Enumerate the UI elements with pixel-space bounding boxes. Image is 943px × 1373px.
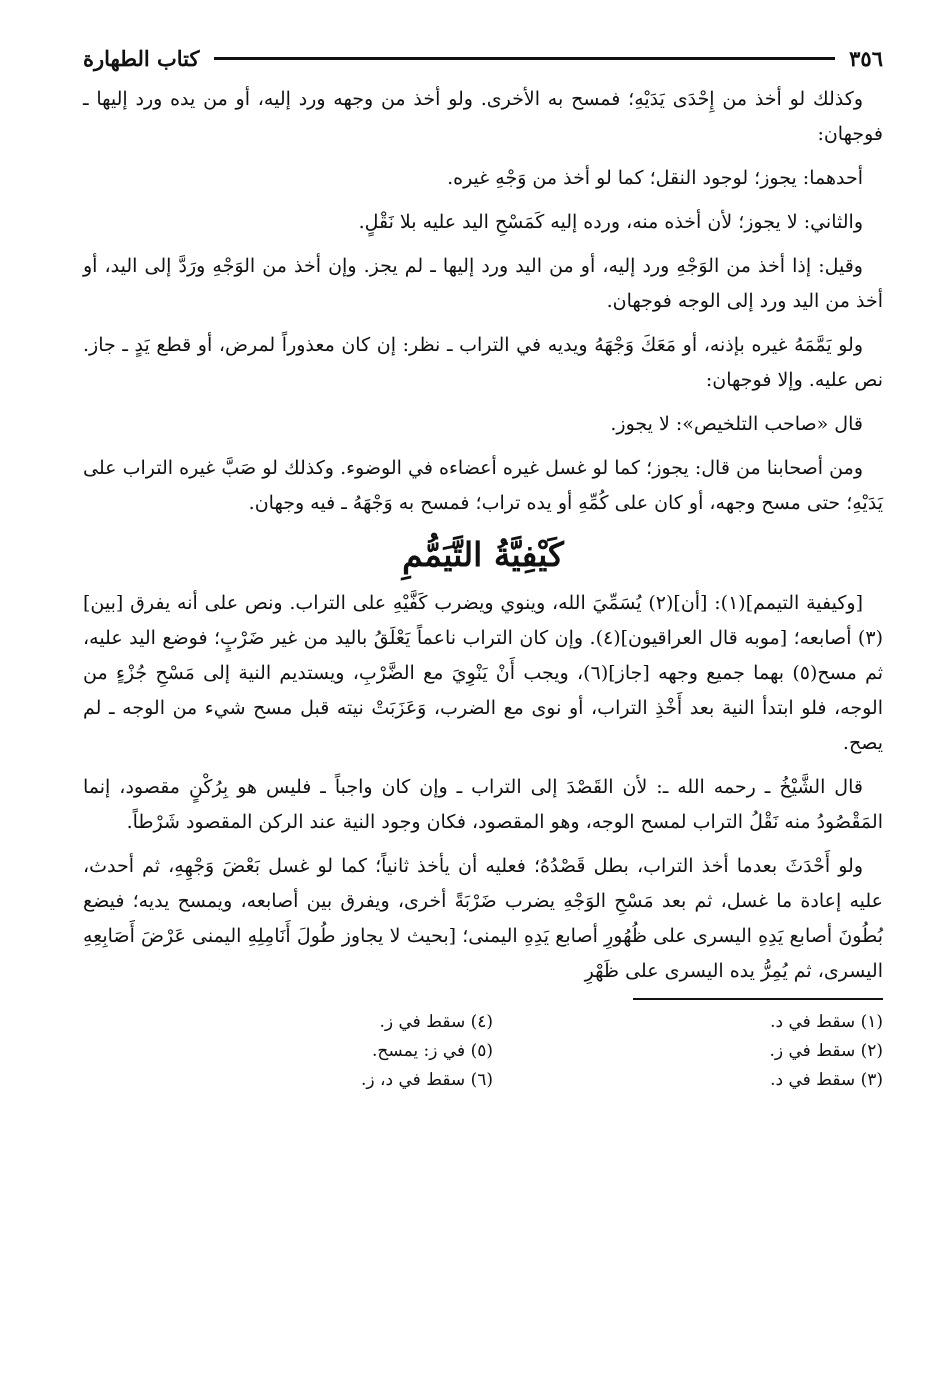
footnote: (٤) سقط في ز. (379, 1012, 493, 1032)
book-page (83, 40, 883, 1095)
footnote: (٢) سقط في ز. (769, 1041, 883, 1061)
paragraph: ولو أَحْدَثَ بعدما أخذ التراب، بطل قَصْدُهُ؛ فعليه أن يأخذ ثانياً؛ كما لو غسل بَعْضَ وَجْهِهِ، ثم أحدث، عليه إعادة ما غسل، ثم بعد مَسْحِ الوَجْهِ يضرب ضَرْبَةً أخرى، ويفرق بين أصابعه، ويمسح يديه؛ فيضع بُطُونَ أصابع يَدِهِ اليسرى على ظُهُورِ أصابع يَدِهِ اليمنى؛ [بحيث لا يجاوز طُولَ أَنَامِلِهِ اليمنى عَرْضَ أَصَابِعِهِ اليسرى، ثم يُمِرُّ يده اليسرى على ظَهْرِ (83, 855, 883, 982)
paragraph: قال الشَّيْخُ ـ رحمه الله ـ: لأن القَصْدَ إلى التراب ـ وإن كان واجباً ـ فليس هو بِرُكْنٍ مقصود، إنما المَقْصُودُ منه نَقْلُ التراب لمسح الوجه، وهو المقصود، فكان وجود النية عند الركن المقصود شَرْطاً. (83, 776, 883, 833)
footnote: (٣) سقط في د. (770, 1070, 883, 1090)
paragraph: أحدهما: يجوز؛ لوجود النقل؛ كما لو أخذ من وَجْهِ غيره. (447, 167, 863, 189)
paragraph: وقيل: إذا أخذ من الوَجْهِ ورد إليه، أو من اليد ورد إليها ـ لم يجز. وإن أخذ من الوَجْهِ ورَدَّ إلى اليد، أو أخذ من اليد ورد إلى الوجه فوجهان. (83, 255, 883, 312)
paragraph: [وكيفية التيمم](١): [أن](٢) يُسَمِّيَ الله، وينوي ويضرب كَفَّيْهِ على التراب. ونص على أنه يفرق [بين](٣) أصابعه؛ [موبه قال العراقيون](٤). وإن كان التراب ناعماً يَعْلَقُ باليد من غير ضَرْبٍ؛ فوضع اليد عليه، ثم مسح(٥) بهما جميع وجهه [جاز](٦)، ويجب أَنْ يَنْوِيَ مع الضَّرْبِ، ويستديم النية إلى مَسْحِ جُزْءٍ من الوجه، فلو ابتدأ النية بعد أَخْذِ التراب، أو نوى مع الضرب، وَعَزَبَتْ نيته قبل مسح شيء من الوجه ـ لم يصح. (83, 592, 884, 754)
footnote-divider (633, 998, 883, 1000)
footnotes (163, 1008, 883, 1095)
header-rule (214, 57, 836, 60)
footnote: (١) سقط في د. (770, 1012, 883, 1032)
paragraph: والثاني: لا يجوز؛ لأن أخذه منه، ورده إليه كَمَسْحِ اليد عليه بلا نَقْلٍ. (358, 211, 863, 233)
footnote: (٥) في ز: يمسح. (372, 1041, 493, 1061)
book-title: كتاب الطهارة (83, 45, 200, 71)
paragraph: قال «صاحب التلخيص»: لا يجوز. (610, 413, 863, 435)
page-header (83, 40, 883, 76)
footnote-column-right (553, 1008, 883, 1095)
page-number: ٣٥٦ (849, 45, 883, 71)
paragraph: وكذلك لو أخذ من إِحْدَى يَدَيْهِ؛ فمسح به الأخرى. ولو أخذ من وجهه ورد إليه، أو من يده ورد إليها ـ فوجهان: (83, 88, 883, 145)
paragraph: ولو يَمَّمَهُ غيره بإذنه، أو مَعَكَ وَجْهَهُ ويديه في التراب ـ نظر: إن كان معذوراً لمرض، أو قطع يَدٍ ـ جاز. نص عليه. وإلا فوجهان: (83, 334, 883, 391)
section-title: كَيْفِيَّةُ التَّيَمُّمِ (402, 535, 564, 574)
paragraph: ومن أصحابنا من قال: يجوز؛ كما لو غسل غيره أعضاءه في الوضوء. وكذلك لو صَبَّ غيره التراب على يَدَيْهِ؛ حتى مسح وجهه، أو كان على كُمِّهِ أو يده تراب؛ فمسح به وَجْهَهُ ـ فيه وجهان. (83, 457, 883, 514)
footnote-column-left (163, 1008, 493, 1095)
main-text (83, 82, 883, 989)
footnote: (٦) سقط في د، ز. (361, 1070, 493, 1090)
